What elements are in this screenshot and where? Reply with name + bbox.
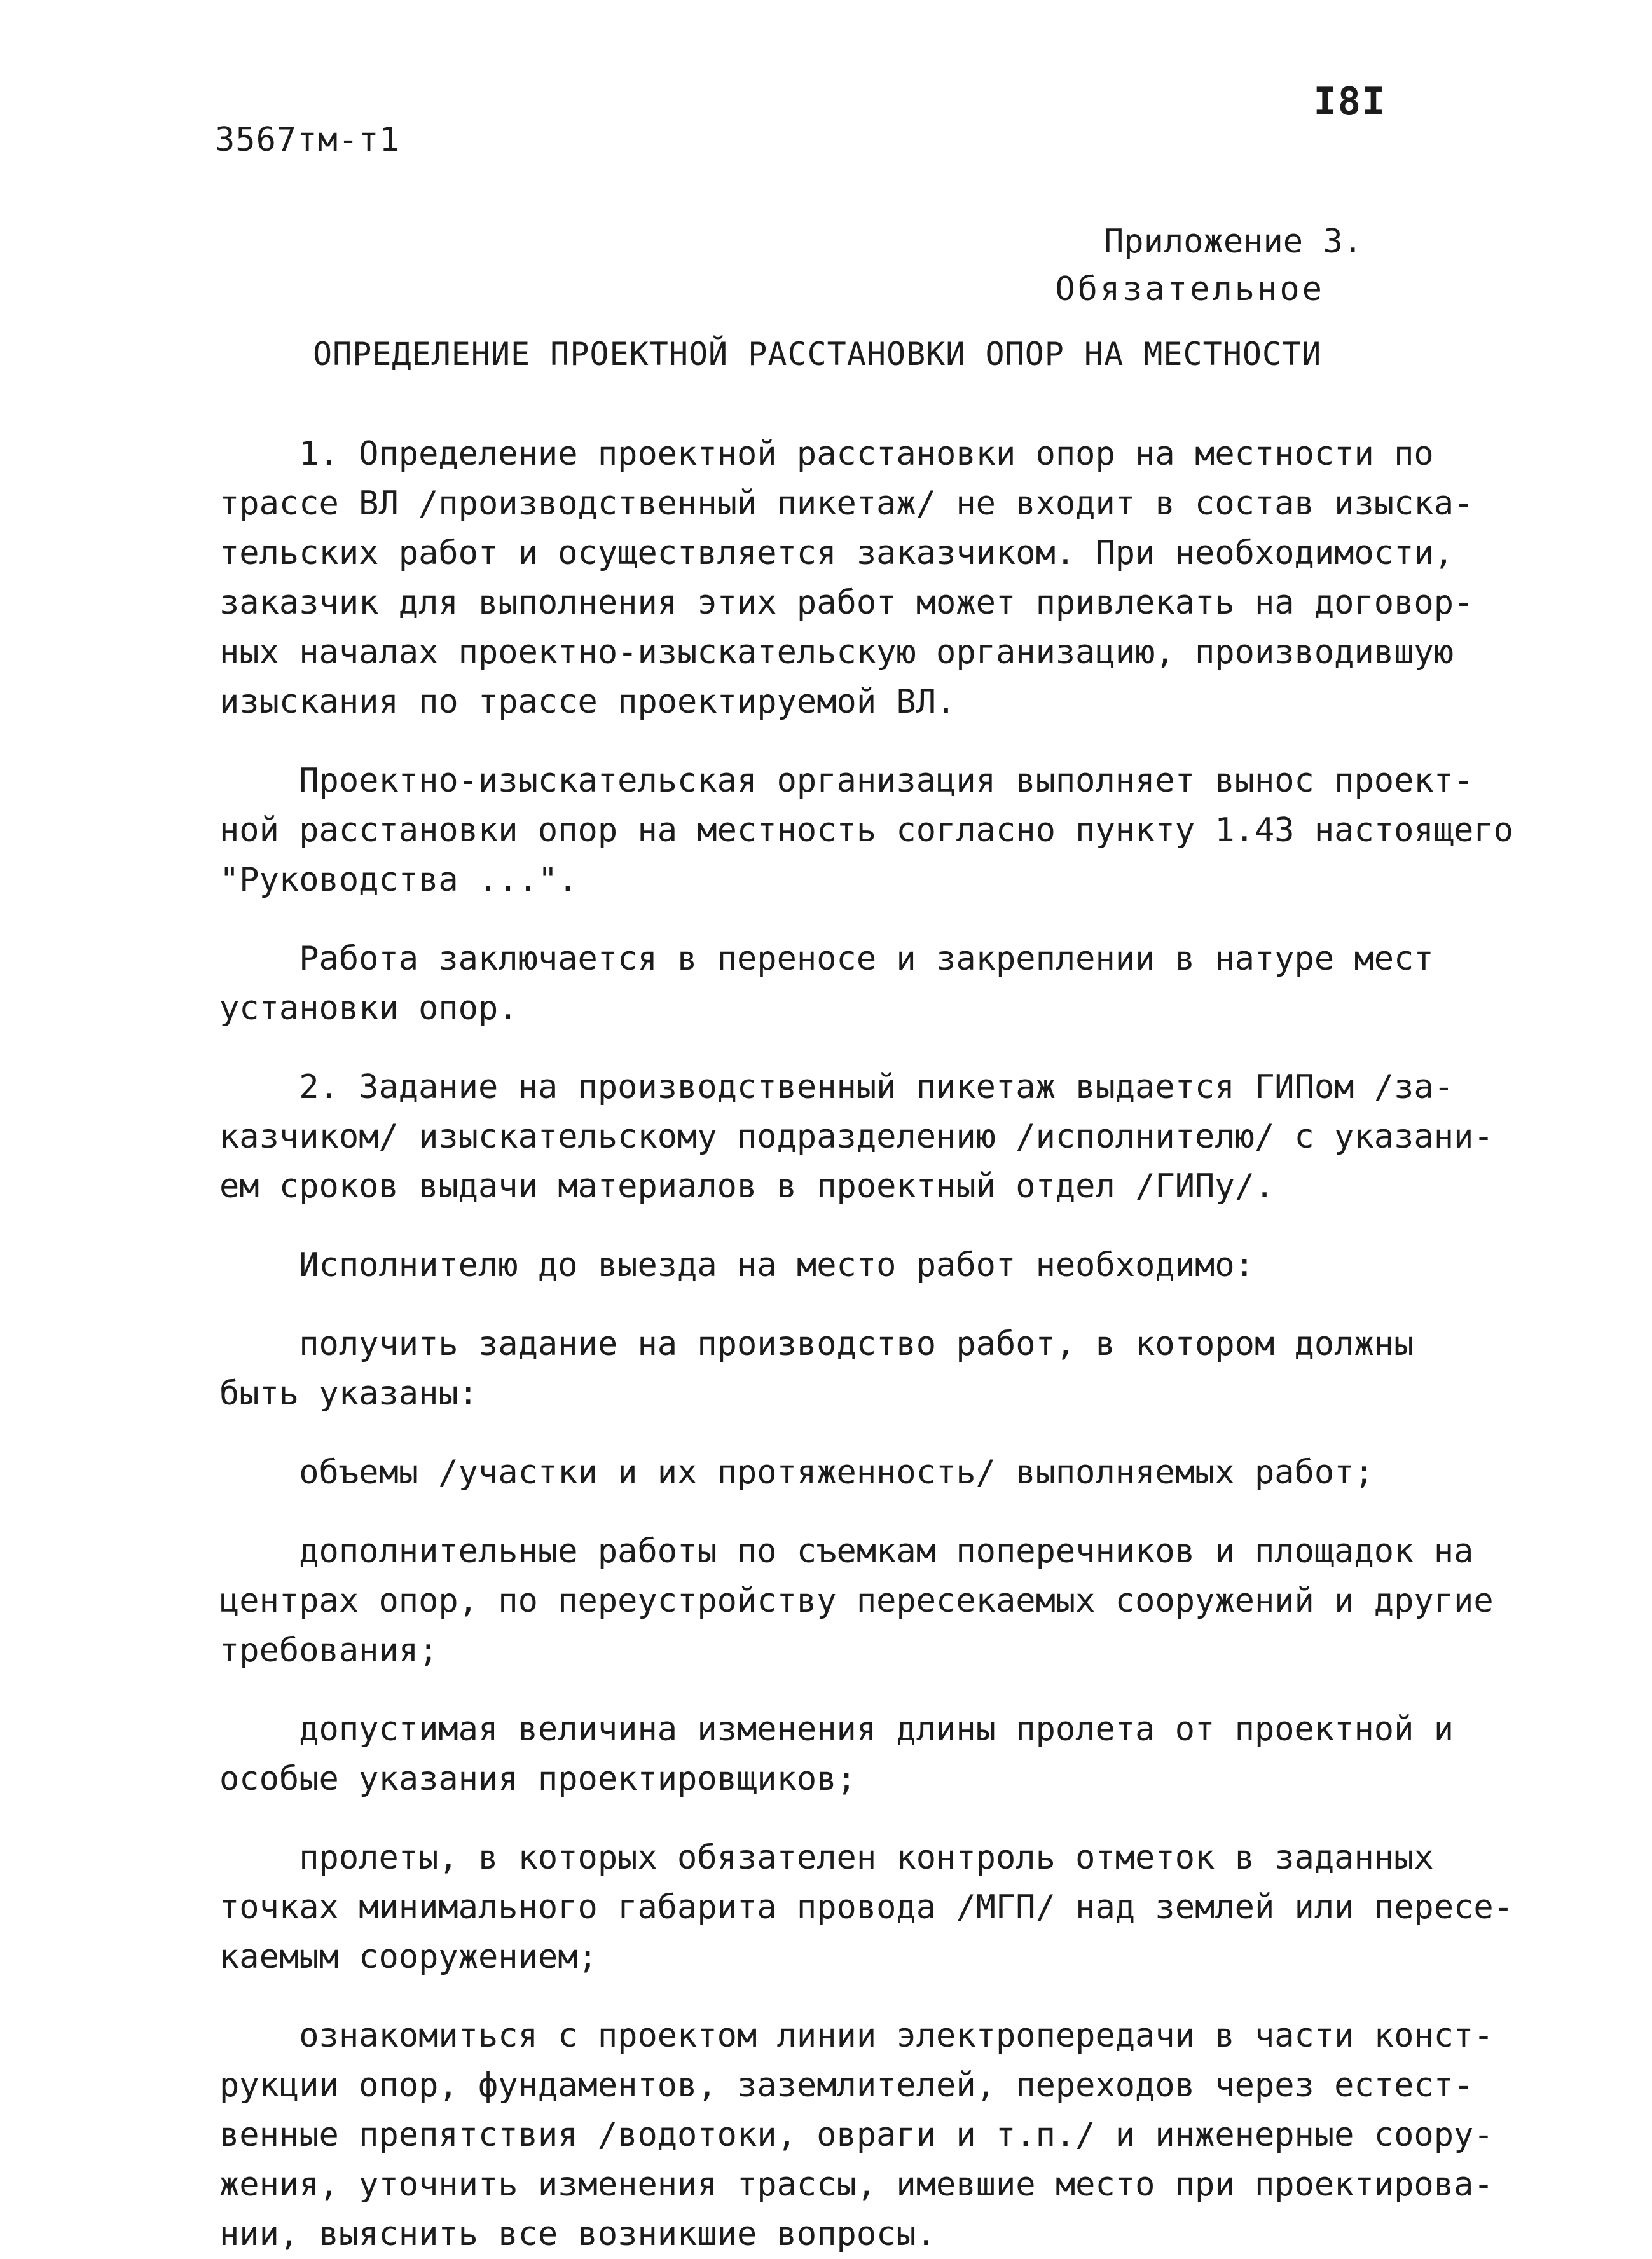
paragraph	[219, 1448, 1485, 1497]
paragraph-gap	[219, 1497, 1485, 1527]
text-line: венные препятствия /водотоки, овраги и т.п./ и инженерные соору-	[219, 2116, 1494, 2154]
paragraph	[219, 1240, 1485, 1290]
paragraph	[219, 1062, 1494, 1211]
text-line: установки опор.	[219, 989, 518, 1027]
paragraph	[219, 429, 1485, 727]
text-line: казчиком/ изыскательскому подразделению /исполнителю/ с указани-	[219, 1118, 1494, 1156]
document-title: ОПРЕДЕЛЕНИЕ ПРОЕКТНОЙ РАССТАНОВКИ ОПОР НА МЕСТНОСТИ	[313, 336, 1322, 373]
text-line: "Руководства ...".	[219, 861, 578, 899]
text-line: 1. Определение проектной расстановки опор на местности по	[219, 435, 1434, 473]
text-line: точках минимального габарита провода /МГП/ над землей или пересе-	[219, 1888, 1513, 1926]
text-line: объемы /участки и их протяженность/ выполняемых работ;	[219, 1453, 1374, 1492]
text-line: тельских работ и осуществляется заказчиком. При необходимости,	[219, 534, 1454, 572]
text-line: допустимая величина изменения длины пролета от проектной и	[219, 1710, 1454, 1748]
paragraph-gap	[219, 1290, 1485, 1319]
text-line: особые указания проектировщиков;	[219, 1760, 857, 1798]
appendix-status: Обязательное	[1055, 270, 1325, 308]
paragraph	[219, 756, 1513, 905]
text-line: ных началах проектно-изыскательскую организацию, производившую	[219, 633, 1454, 671]
text-line: трассе ВЛ /производственный пикетаж/ не входит в состав изыска-	[219, 484, 1474, 523]
appendix-label: Приложение 3.	[1104, 223, 1363, 261]
paragraph	[219, 1319, 1485, 1418]
paragraph-gap	[219, 1982, 1485, 2011]
text-line: быть указаны:	[219, 1375, 478, 1413]
paragraph-gap	[219, 1804, 1485, 1833]
text-line: жения, уточнить изменения трассы, имевшие место при проектирова-	[219, 2166, 1494, 2204]
paragraph	[219, 1705, 1485, 1804]
paragraph-gap	[219, 1033, 1485, 1062]
paragraph-gap	[219, 905, 1485, 934]
text-line: Исполнителю до выезда на место работ необходимо:	[219, 1246, 1255, 1284]
text-line: центрах опор, по переустройству пересекаемых сооружений и другие	[219, 1582, 1494, 1620]
text-line: пролеты, в которых обязателен контроль отметок в заданных	[219, 1839, 1434, 1877]
paragraph-gap	[219, 1418, 1485, 1448]
text-line: рукции опор, фундаментов, заземлителей, переходов через естест-	[219, 2066, 1474, 2105]
paragraph-gap	[219, 1675, 1485, 1705]
paragraph	[219, 2011, 1494, 2259]
paragraph-gap	[219, 727, 1485, 756]
text-line: Проектно-изыскательская организация выполняет вынос проект-	[219, 762, 1474, 800]
page-number: I8I	[1313, 79, 1386, 124]
text-line: дополнительные работы по съемкам поперечников и площадок на	[219, 1532, 1474, 1570]
text-line: изыскания по трассе проектируемой ВЛ.	[219, 683, 956, 721]
text-line: каемым сооружением;	[219, 1938, 598, 1976]
document-code: 3567тм-т1	[215, 121, 400, 159]
text-line: ознакомиться с проектом линии электропередачи в части конст-	[219, 2017, 1494, 2055]
text-line: 2. Задание на производственный пикетаж выдается ГИПом /за-	[219, 1068, 1454, 1106]
text-line: Работа заключается в переносе и закреплении в натуре мест	[219, 940, 1434, 978]
text-line: требования;	[219, 1631, 439, 1670]
text-line: заказчик для выполнения этих работ может привлекать на договор-	[219, 584, 1474, 622]
paragraph	[219, 934, 1485, 1033]
paragraph	[219, 1527, 1494, 1675]
text-line: ем сроков выдачи материалов в проектный отдел /ГИПу/.	[219, 1167, 1275, 1205]
text-line: получить задание на производство работ, в котором должны	[219, 1325, 1414, 1363]
paragraph-gap	[219, 1211, 1485, 1240]
text-line: ной расстановки опор на местность согласно пункту 1.43 настоящего	[219, 811, 1513, 849]
document-body	[219, 429, 1513, 2259]
paragraph	[219, 1833, 1513, 1982]
text-line: нии, выяснить все возникшие вопросы.	[219, 2215, 937, 2253]
